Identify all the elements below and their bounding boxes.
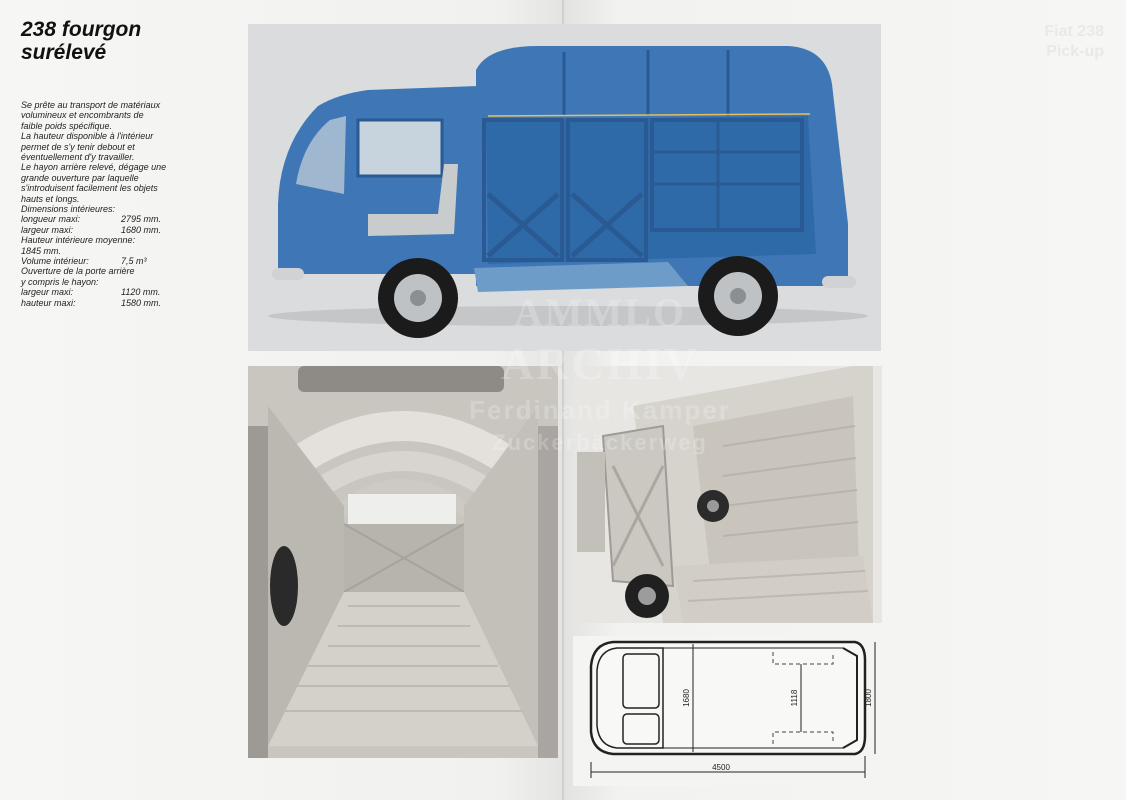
desc-line: s'introduisent facilement les objets bbox=[21, 183, 158, 194]
spec-value: 7,5 m³ bbox=[121, 256, 147, 267]
spec-value: 2795 mm. bbox=[121, 214, 162, 225]
spec-row-longueur bbox=[21, 214, 189, 224]
dim-width-inner: 1680 bbox=[682, 689, 691, 707]
spec-label: Volume intérieur: bbox=[21, 256, 89, 267]
spec-value: 1680 mm. bbox=[121, 224, 162, 235]
van-cutaway-illustration bbox=[248, 24, 881, 351]
spec-hauteur-value: 1845 mm. bbox=[21, 245, 62, 256]
ghost-line-1: Fiat 238 bbox=[1044, 23, 1104, 40]
desc-line: La hauteur disponible à l'intérieur bbox=[21, 131, 154, 142]
desc-line: éventuellement d'y travailler. bbox=[21, 152, 135, 163]
dim-opening: 1118 bbox=[790, 689, 799, 707]
spec-label: longueur maxi: bbox=[21, 214, 81, 225]
spec-row-ouv-hauteur bbox=[21, 298, 189, 308]
desc-line: faible poids spécifique. bbox=[21, 120, 113, 131]
desc-line: grande ouverture par laquelle bbox=[21, 172, 139, 183]
desc-line: Se prête au transport de matériaux bbox=[21, 100, 161, 110]
spec-row-volume bbox=[21, 256, 189, 266]
ouverture-line-2: y compris le hayon: bbox=[21, 276, 99, 287]
title-line-2: surélevé bbox=[21, 41, 107, 64]
show-through-header bbox=[1044, 22, 1104, 62]
van-rear-open-photo bbox=[573, 366, 882, 623]
page-title bbox=[21, 18, 141, 64]
interior-svg bbox=[248, 366, 558, 758]
ghost-line-2: Pick-up bbox=[1046, 43, 1104, 60]
van-cutaway-svg bbox=[248, 24, 881, 351]
spec-value: 1120 mm. bbox=[121, 287, 161, 298]
spec-value: 1580 mm. bbox=[121, 297, 162, 308]
spec-row-ouv-largeur bbox=[21, 287, 189, 297]
desc-line: volumineux et encombrants de bbox=[21, 110, 144, 121]
dim-length: 4500 bbox=[712, 763, 730, 772]
spec-label: largeur maxi: bbox=[21, 287, 74, 298]
spec-label: largeur maxi: bbox=[21, 224, 74, 235]
desc-line: permet de s'y tenir debout et bbox=[21, 141, 135, 152]
ouverture-line-1: Ouverture de la porte arrière bbox=[21, 266, 135, 277]
dim-width-outer: 1800 bbox=[864, 689, 873, 707]
plan-svg bbox=[573, 636, 882, 786]
van-plan-drawing bbox=[573, 636, 882, 786]
desc-line: Le hayon arrière relevé, dégage une bbox=[21, 162, 167, 173]
spec-label: hauteur maxi: bbox=[21, 297, 76, 308]
watermark-line-4: Zuckerbäckerweg bbox=[492, 430, 708, 455]
title-line-1: 238 fourgon bbox=[21, 18, 142, 41]
dimensions-heading: Dimensions intérieures: bbox=[21, 204, 116, 215]
desc-line: hauts et longs. bbox=[21, 193, 80, 204]
watermark-line-1: AMMLO bbox=[513, 290, 687, 335]
van-interior-photo bbox=[248, 366, 558, 758]
rear-svg bbox=[573, 366, 882, 623]
watermark-line-3: Ferdinand Kamper bbox=[469, 395, 731, 425]
spec-row-largeur bbox=[21, 225, 189, 235]
watermark-line-2: ARCHIV bbox=[500, 338, 700, 389]
spec-hauteur-label: Hauteur intérieure moyenne: bbox=[21, 235, 136, 246]
description-block bbox=[21, 100, 189, 308]
